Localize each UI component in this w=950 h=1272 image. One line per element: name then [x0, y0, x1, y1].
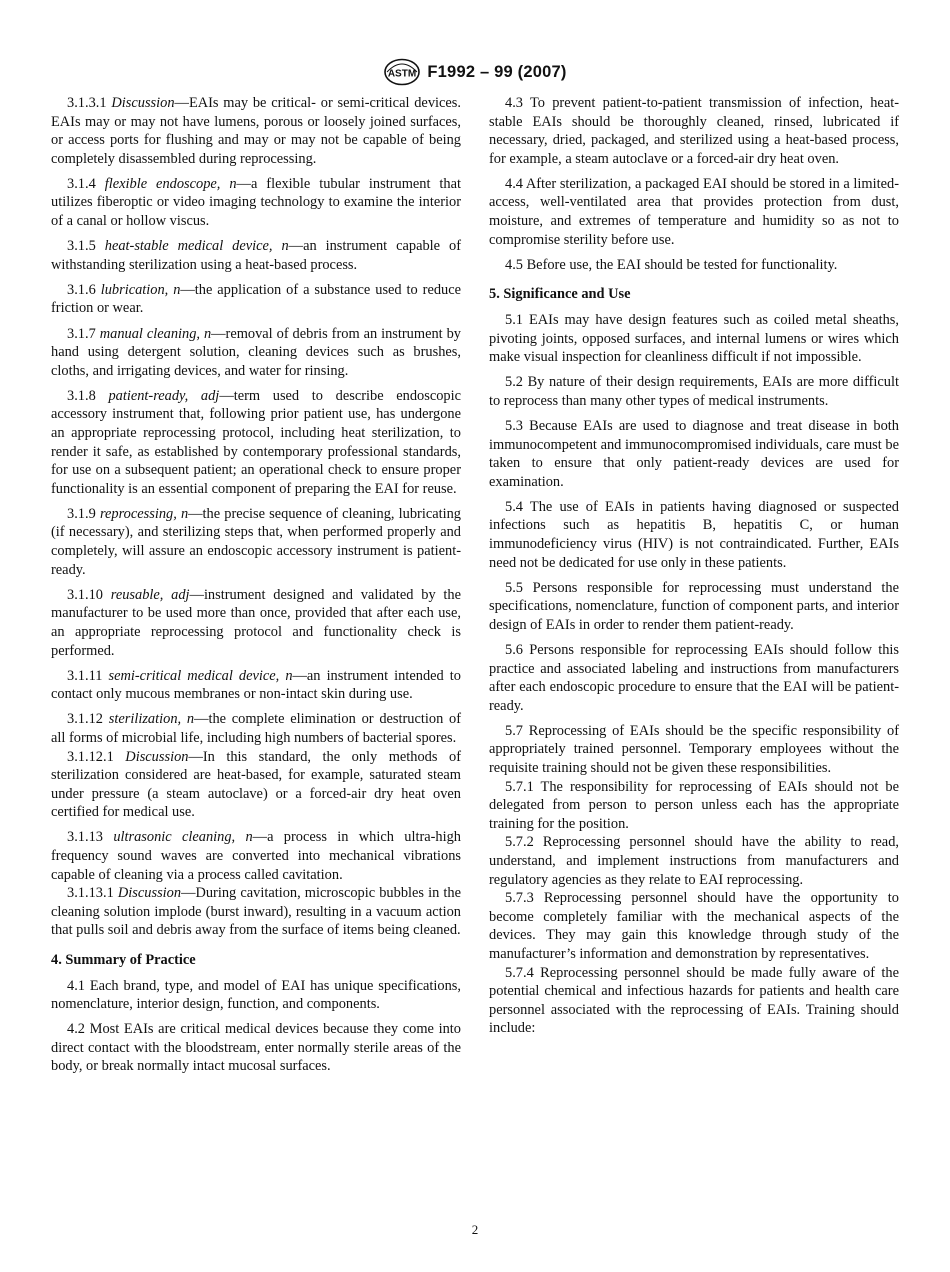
- definition-3-1-8: 3.1.8 patient-ready, adj—term used to describe endoscopic accessory instrument that, following prior patient use, has undergone an appropriate reprocessing protocol, including heat sterilization, to render it safe, as established by contemporary professional standards, for use on a subsequent patient; an operational check to ensure proper functionality is an essential component of preparing the EAI for reuse.: [51, 387, 461, 497]
- definition-3-1-4: 3.1.4 flexible endoscope, n—a flexible tubular instrument that utilizes fiberoptic or video imaging technology to examine the interior of a canal or hollow viscus.: [51, 175, 461, 230]
- section-4-heading: 4. Summary of Practice: [51, 951, 196, 968]
- definition-3-1-9: 3.1.9 reprocessing, n—the precise sequence of cleaning, lubricating (if necessary), and sterilizing steps that, when performed properly and completely, will assure an endoscopic accessory instrument is patient-ready.: [51, 505, 461, 578]
- paragraph-5-7-4: 5.7.4 Reprocessing personnel should be made fully aware of the potential chemical and infectious hazards for patients and health care personnel associated with the reprocessing of EAIs. Training should include:: [489, 964, 899, 1037]
- paragraph-5-2: 5.2 By nature of their design requirements, EAIs are more difficult to reprocess than many other types of medical instruments.: [489, 374, 899, 409]
- right-column: [489, 94, 899, 1038]
- document-id: F1992 – 99 (2007): [427, 62, 567, 81]
- left-column: [51, 94, 461, 1083]
- astm-logo-icon: [383, 58, 421, 86]
- paragraph-5-4: 5.4 The use of EAIs in patients having diagnosed or suspected infections such as hepatitis B, hepatitis C, or human immunodeficiency virus (HIV) is not contraindicated. Further, EAIs need not be dedicated for use only in these patients.: [489, 498, 899, 571]
- paragraph-5-7-3: 5.7.3 Reprocessing personnel should have the opportunity to become completely familiar with the mechanical aspects of the devices. They may gain this knowledge through study of the manufacturer’s information and demonstration by representatives.: [489, 890, 899, 962]
- paragraph-5-6: 5.6 Persons responsible for reprocessing EAIs should follow this practice and associated labeling and instructions from manufacturers after each endoscopic procedure to ensure that the EAI will be patient-ready.: [489, 641, 899, 714]
- definition-3-1-12: 3.1.12 sterilization, n—the complete elimination or destruction of all forms of microbial life, including high numbers of bacterial spores.: [51, 711, 461, 746]
- paragraph-5-7-1: 5.7.1 The responsibility for reprocessing of EAIs should not be delegated from person to person unless each has the appropriate training for the position.: [489, 778, 899, 832]
- logo-text: ASTM: [388, 68, 417, 80]
- paragraph-5-5: 5.5 Persons responsible for reprocessing must understand the specifications, nomenclature, function of component parts, and interior design of EAIs in order to render them patient-ready.: [489, 579, 899, 633]
- paragraph-5-1: 5.1 EAIs may have design features such as coiled metal sheaths, pivoting joints, opposed surfaces, and internal lumens or wires which make visual inspection for cleanliness difficult if not impossible.: [489, 311, 899, 366]
- definition-3-1-13-1: 3.1.13.1 Discussion—During cavitation, microscopic bubbles in the cleaning solution implode (burst inward), resulting in a vacuum action that pulls soil and debris away from the surface of items being cleaned.: [51, 885, 462, 939]
- definition-3-1-7: 3.1.7 manual cleaning, n—removal of debris from an instrument by hand using detergent solution, cleaning devices such as brushes, cloths, and irrigating devices, and water for rinsing.: [51, 325, 461, 379]
- definition-3-1-12-1: 3.1.12.1 Discussion—In this standard, the only methods of sterilization considered are heat-based, for example, saturated steam under pressure (a steam autoclave) or a forced-air dry heat oven certified for medical use.: [51, 748, 461, 821]
- page-number: 2: [471, 1222, 479, 1237]
- paragraph-4-4: 4.4 After sterilization, a packaged EAI should be stored in a limited-access, well-ventilated area that provides protection from dust, moisture, and extremes of temperature and humidity so as not to compromise sterility before use.: [489, 175, 899, 248]
- paragraph-5-3: 5.3 Because EAIs are used to diagnose and treat disease in both immunocompetent and immunocompromised individuals, care must be taken to ensure that only patient-ready devices are used for examination.: [489, 417, 899, 490]
- definition-3-1-13: 3.1.13 ultrasonic cleaning, n—a process in which ultra-high frequency sound waves are converted into mechanical vibrations capable of cleaning via a process called cavitation.: [51, 829, 462, 883]
- paragraph-5-7: 5.7 Reprocessing of EAIs should be the specific responsibility of appropriately trained personnel. Temporary employees without the requisite training should not be given these responsibilities.: [489, 722, 899, 776]
- paragraph-4-1: 4.1 Each brand, type, and model of EAI has unique specifications, nomenclature, interior design, function, and components.: [51, 977, 461, 1013]
- definition-3-1-3-1: 3.1.3.1 Discussion—EAIs may be critical- or semi-critical devices. EAIs may or may not have lumens, porous or loosely joined surfaces, or access ports for flushing and may or may not be capable of being completely disassembled during reprocessing.: [51, 95, 461, 167]
- definition-3-1-6: 3.1.6 lubrication, n—the application of a substance used to reduce friction or wear.: [51, 281, 462, 317]
- definition-3-1-10: 3.1.10 reusable, adj—instrument designed and validated by the manufacturer to be used more than once, provided that after each use, an appropriate reprocessing protocol and functionality check is performed.: [51, 586, 461, 659]
- paragraph-4-5: 4.5 Before use, the EAI should be tested for functionality.: [505, 256, 838, 273]
- paragraph-5-7-2: 5.7.2 Reprocessing personnel should have the ability to read, understand, and implement instructions from manufacturers and regulatory agencies as they relate to EAI reprocessing.: [489, 834, 899, 888]
- paragraph-4-2: 4.2 Most EAIs are critical medical devices because they come into direct contact with the bloodstream, enter normally sterile areas of the body, or break normally intact mucosal surfaces.: [51, 1021, 461, 1075]
- paragraph-4-3: 4.3 To prevent patient-to-patient transmission of infection, heat-stable EAIs should be thoroughly cleaned, rinsed, lubricated if necessary, dried, packaged, and sterilized using a heat-based process, for example, a steam autoclave or a forced-air dry heat oven.: [489, 95, 899, 167]
- definition-3-1-11: 3.1.11 semi-critical medical device, n—an instrument intended to contact only mucous membranes or non-intact skin during use.: [51, 667, 461, 703]
- section-5-heading: 5. Significance and Use: [489, 286, 631, 303]
- definition-3-1-5: 3.1.5 heat-stable medical device, n—an instrument capable of withstanding sterilization using a heat-based process.: [51, 238, 462, 273]
- page-header: [0, 58, 950, 86]
